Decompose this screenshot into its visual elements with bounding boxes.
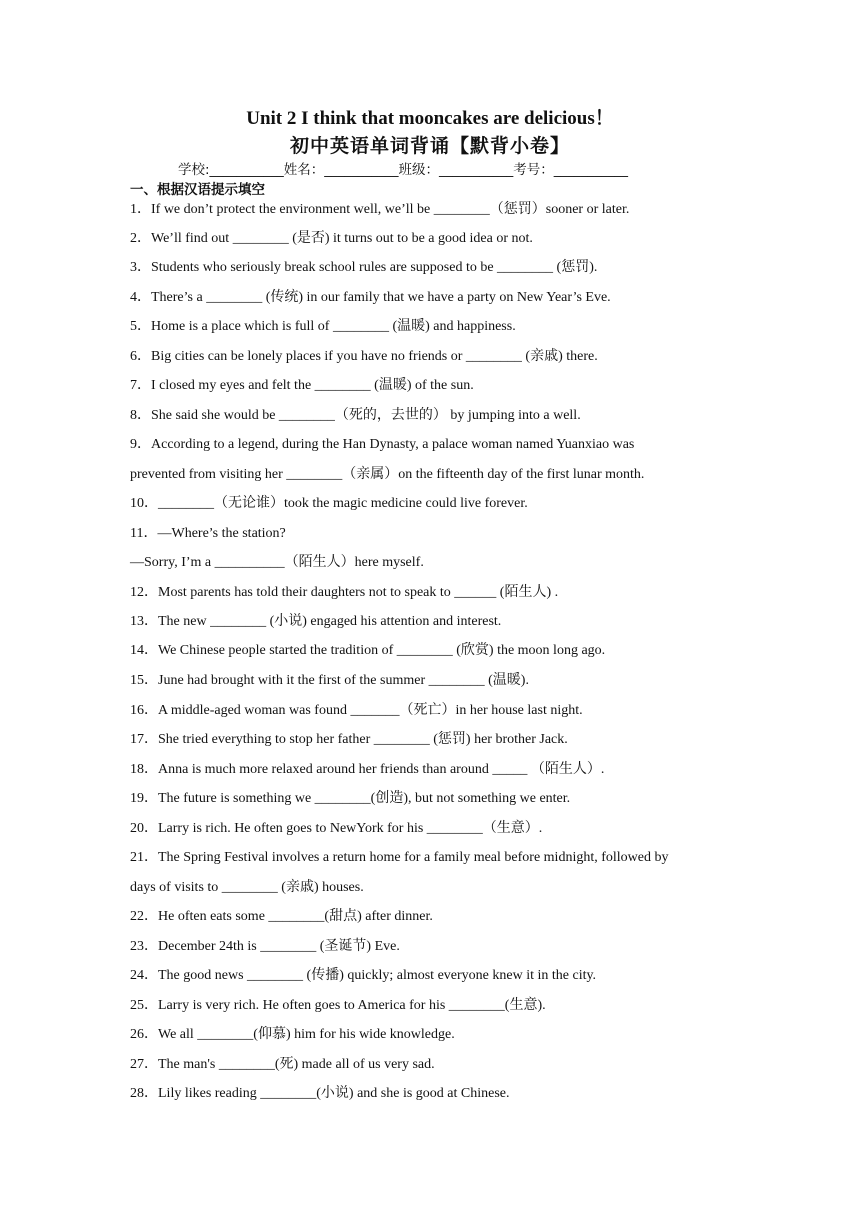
question-line: 12．Most parents has told their daughters not to speak to ______ (陌生人) . — [130, 585, 559, 600]
question-line: 3．Students who seriously break school rules are supposed to be ________ (惩罚). — [130, 260, 598, 275]
question-line: 22．He often eats some ________(甜点) after dinner. — [130, 909, 433, 924]
title-english: Unit 2 I think that mooncakes are delicious！ — [246, 108, 614, 129]
question-line: 2．We’ll find out ________ (是否) it turns out to be a good idea or not. — [130, 231, 533, 246]
question-line: 21．The Spring Festival involves a return home for a family meal before midnight, followed by — [130, 850, 669, 865]
question-line: 23．December 24th is ________ (圣诞节) Eve. — [130, 939, 400, 954]
question-line: 10．________（无论谁）took the magic medicine could live forever. — [130, 496, 528, 511]
question-line: 27．The man's ________(死) made all of us very sad. — [130, 1057, 435, 1072]
question-line: 6．Big cities can be lonely places if you have no friends or ________ (亲戚) there. — [130, 349, 598, 364]
question-line: 18．Anna is much more relaxed around her friends than around _____ （陌生人）. — [130, 762, 605, 777]
title-chinese: 初中英语单词背诵【默背小卷】 — [289, 135, 570, 157]
question-line: 14．We Chinese people started the tradition of ________ (欣赏) the moon long ago. — [130, 643, 606, 658]
question-line: 1．If we don’t protect the environment well, we’ll be ________（惩罚）sooner or later. — [130, 202, 630, 217]
question-line: 20．Larry is rich. He often goes to NewYork for his ________（生意）. — [130, 821, 543, 836]
question-line: 28．Lily likes reading ________(小说) and she is good at Chinese. — [130, 1086, 510, 1101]
question-line: 11．—Where’s the station? — [130, 526, 286, 541]
question-line: 9．According to a legend, during the Han Dynasty, a palace woman named Yuanxiao was — [130, 437, 635, 452]
question-line: 19．The future is something we ________(创造), but not something we enter. — [130, 791, 571, 806]
question-line: 17．She tried everything to stop her father ________ (惩罚) her brother Jack. — [130, 732, 568, 747]
student-info-line: 学校:___________姓名：___________班级：___________考号：___________ — [178, 162, 629, 178]
question-line: prevented from visiting her ________（亲属）on the fifteenth day of the first lunar month. — [130, 467, 645, 482]
question-line: 13．The new ________ (小说) engaged his attention and interest. — [130, 614, 502, 629]
question-line: 25．Larry is very rich. He often goes to America for his ________(生意). — [130, 998, 546, 1013]
question-line: 15．June had brought with it the first of the summer ________ (温暖). — [130, 673, 529, 688]
question-line: days of visits to ________ (亲戚) houses. — [130, 880, 364, 895]
question-line: 24．The good news ________ (传播) quickly; almost everyone knew it in the city. — [130, 968, 597, 983]
question-line: 5．Home is a place which is full of ________ (温暖) and happiness. — [130, 319, 516, 334]
section-heading: 一、根据汉语提示填空 — [130, 182, 265, 198]
question-line: —Sorry, I’m a __________（陌生人）here myself. — [130, 555, 424, 570]
question-line: 16．A middle-aged woman was found _______（死亡）in her house last night. — [130, 703, 583, 718]
question-line: 26．We all ________(仰慕) him for his wide knowledge. — [130, 1027, 455, 1042]
question-line: 7．I closed my eyes and felt the ________ (温暖) of the sun. — [130, 378, 474, 393]
question-line: 8．She said she would be ________（死的，去世的） by jumping into a well. — [130, 408, 581, 423]
question-line: 4．There’s a ________ (传统) in our family that we have a party on New Year’s Eve. — [130, 290, 611, 305]
